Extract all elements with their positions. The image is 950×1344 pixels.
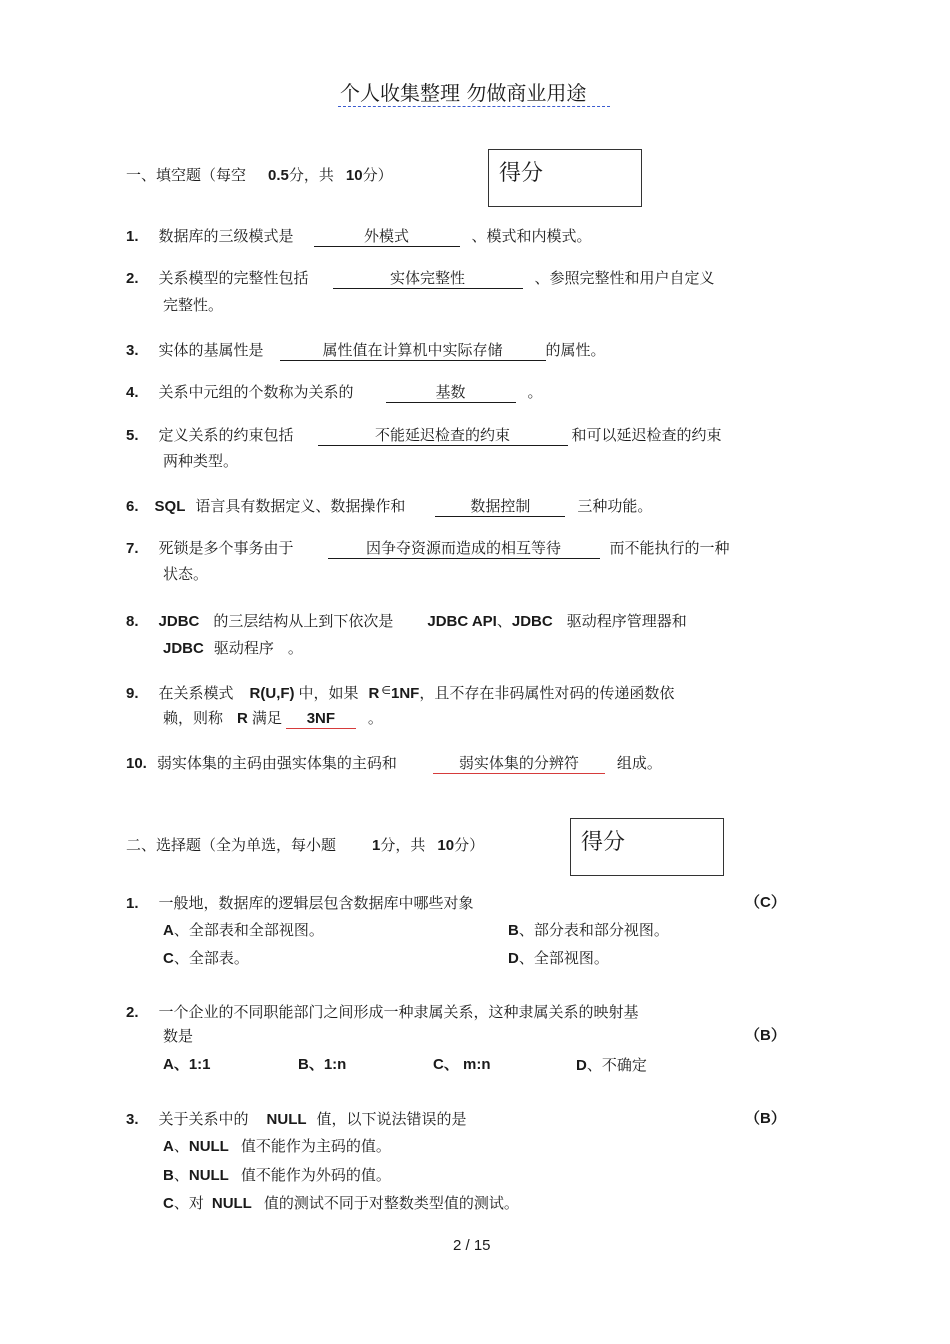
answer-blank: 不能延迟检查的约束: [318, 426, 568, 446]
answer-blank: 数据控制: [435, 497, 565, 517]
answer-blank: 基数: [386, 383, 516, 403]
option-d: D、全部视图。: [508, 949, 609, 967]
option-c: C、全部表。: [163, 949, 249, 967]
section2-title: 二、选择题（全为单选，每小题 1分，共 10分）: [126, 836, 485, 854]
fill-question-6: 6. SQL 语言具有数据定义、数据操作和 数据控制 三种功能。: [126, 497, 653, 515]
fill-question-9-cont: 赖，则称 R 满足 3NF 。: [163, 709, 383, 727]
fill-question-4: 4. 关系中元组的个数称为关系的 基数 。: [126, 383, 543, 401]
option-a: A、NULL 值不能作为主码的值。: [163, 1137, 391, 1155]
fill-question-2: 2. 关系模型的完整性包括 实体完整性 、参照完整性和用户自定义: [126, 269, 715, 287]
section1-score-box: [488, 149, 642, 207]
option-b: B、NULL 值不能作为外码的值。: [163, 1166, 391, 1184]
fill-question-8-cont: JDBC 驱动程序 。: [163, 639, 303, 657]
option-b: B、部分表和部分视图。: [508, 921, 669, 939]
choice-question-2-cont: 数是: [163, 1027, 194, 1045]
answer-blank: 弱实体集的分辨符: [433, 754, 605, 774]
answer-blank: 因争夺资源而造成的相互等待: [328, 539, 600, 559]
choice-question-3: 3. 关于关系中的 NULL 值，以下说法错误的是: [126, 1110, 467, 1128]
page-header: 个人收集整理 勿做商业用途: [340, 81, 587, 105]
option-a: A、1:1: [163, 1056, 211, 1073]
option-d: D、不确定: [576, 1056, 647, 1074]
fill-question-7: 7. 死锁是多个事务由于 因争夺资源而造成的相互等待 而不能执行的一种: [126, 539, 730, 557]
answer-blank: 实体完整性: [333, 269, 523, 289]
choice-answer-2: （B）: [745, 1027, 786, 1044]
option-a: A、全部表和全部视图。: [163, 921, 324, 939]
section2-score-box: [570, 818, 724, 876]
answer-blank: 属性值在计算机中实际存储: [280, 341, 546, 361]
answer-blank: 3NF: [286, 709, 356, 729]
fill-question-1: 1. 数据库的三级模式是 外模式 、模式和内模式。: [126, 227, 592, 245]
fill-question-8: 8. JDBC 的三层结构从上到下依次是 JDBC API、JDBC 驱动程序管理器和: [126, 612, 687, 630]
fill-question-7-cont: 状态。: [163, 565, 209, 583]
score-label: 得分: [499, 161, 544, 186]
choice-question-2: 2. 一个企业的不同职能部门之间形成一种隶属关系，这种隶属关系的映射基: [126, 1003, 639, 1021]
choice-question-1: 1. 一般地，数据库的逻辑层包含数据库中哪些对象: [126, 894, 474, 912]
fill-question-3: 3. 实体的基属性是 属性值在计算机中实际存储 的属性。: [126, 341, 606, 359]
score-label: 得分: [581, 830, 626, 855]
choice-answer-3: （B）: [745, 1110, 786, 1127]
option-c: C、 m:n: [433, 1056, 491, 1073]
choice-answer-1: （C）: [745, 894, 786, 911]
header-underline: [338, 106, 610, 107]
answer-blank: 外模式: [314, 227, 460, 247]
fill-question-2-cont: 完整性。: [163, 296, 224, 314]
fill-question-10: 10. 弱实体集的主码由强实体集的主码和 弱实体集的分辨符 组成。: [126, 754, 662, 772]
fill-question-5: 5. 定义关系的约束包括 不能延迟检查的约束 和可以延迟检查的约束: [126, 426, 722, 444]
section1-title: 一、填空题（每空 0.5分，共 10分）: [126, 166, 393, 184]
fill-question-9: 9. 在关系模式 R(U,F) 中，如果 R ∈1NF，且不存在非码属性对码的传递函数依: [126, 684, 675, 702]
option-c: C、对 NULL 值的测试不同于对整数类型值的测试。: [163, 1194, 519, 1212]
fill-question-5-cont: 两种类型。: [163, 452, 239, 470]
page-number: 2 / 15: [453, 1237, 491, 1254]
option-b: B、1:n: [298, 1056, 347, 1073]
